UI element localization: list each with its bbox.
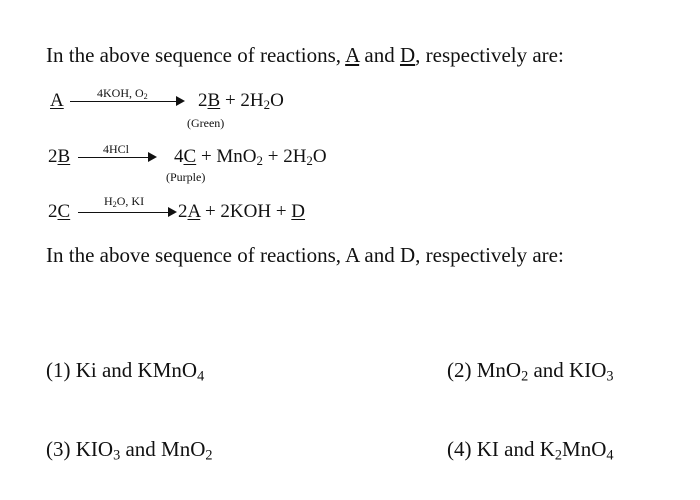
reaction2-arrowhead — [148, 152, 157, 162]
reaction2-reagent: 4HCl — [103, 142, 130, 156]
reaction2-reactant: 2B — [48, 146, 71, 167]
reaction2-arrow — [78, 157, 150, 158]
reaction1-arrowhead — [176, 96, 185, 106]
reaction1-reagent: 4KOH, $O_2$ — [97, 86, 148, 102]
option-3[interactable]: (3) $KIO_3$ and MnO$_2$ — [46, 437, 213, 464]
question-intro: In the above sequence of reactions, A and D, respectively are: — [46, 43, 564, 67]
option-4[interactable]: (4) KI and $K_2MnO_4$ — [447, 437, 614, 464]
species-d: D — [399, 43, 416, 67]
option-1[interactable]: (1) Ki and KMnO$_4$ — [46, 358, 205, 385]
option-2[interactable]: (2) MnO$_2$ and $KIO_3$ — [447, 358, 614, 385]
reaction3-arrow — [78, 212, 170, 213]
reaction3-arrowhead — [168, 207, 177, 217]
reaction1-note: (Green) — [187, 116, 225, 130]
reaction3-reagent: $H_2O$, KI — [104, 194, 145, 210]
species-a: A — [345, 43, 360, 67]
reaction1-reactant: A — [50, 90, 64, 111]
reaction2-note: (Purple) — [166, 170, 206, 184]
question-repeat: In the above sequence of reactions, A and D, respectively are: — [46, 243, 564, 267]
reaction1-arrow — [70, 101, 178, 102]
reaction3-products: 2A + 2KOH + D — [178, 201, 306, 222]
reaction1-products: $2B + 2H_2O$ — [198, 90, 284, 113]
reaction3-reactant: 2C — [48, 201, 71, 222]
reaction2-products: $4C + MnO_2 + 2H_2O$ — [174, 146, 327, 169]
